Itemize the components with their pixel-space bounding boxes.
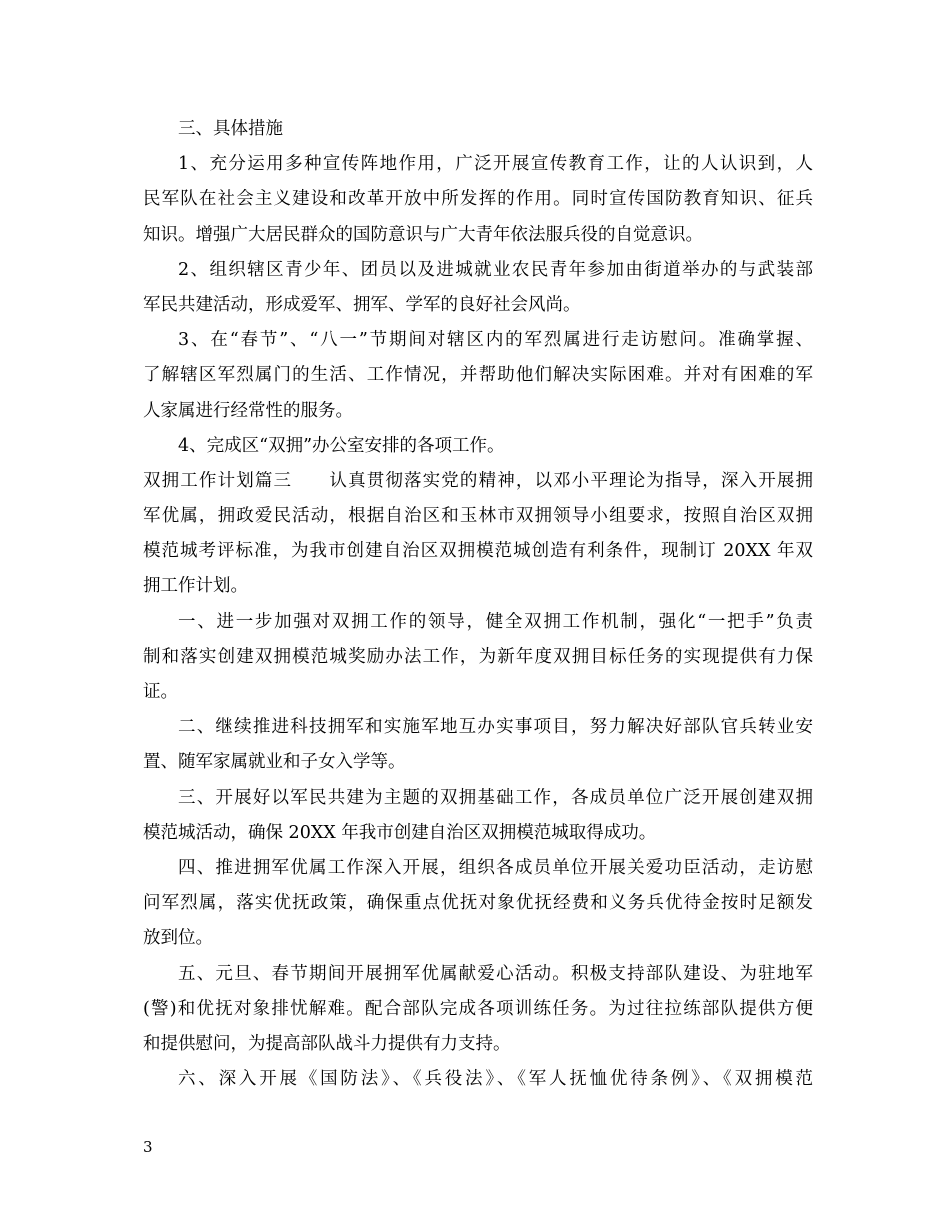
paragraph-line: 模范城考评标准，为我市创建自治区双拥模范城创造有利条件，现制订 20XX 年双 [143, 541, 813, 562]
paragraph-line: 人家属进行经常性的服务。 [143, 400, 353, 421]
paragraph-line: (警)和优抚对象排忧解难。配合部队完成各项训练任务。为过往拉练部队提供方便 [143, 998, 813, 1019]
paragraph-line: 和提供慰问，为提高部队战斗力提供有力支持。 [143, 1033, 511, 1054]
paragraph-line: 知识。增强广大居民群众的国防意识与广大青年依法服兵役的自觉意识。 [143, 224, 703, 245]
section-title-line: 双拥工作计划篇三 认真贯彻落实党的精神，以邓小平理论为指导，深入开展拥 [143, 470, 813, 491]
paragraph-line: 证。 [143, 682, 178, 702]
paragraph-line: 4、完成区“双拥”办公室安排的各项工作。 [178, 435, 505, 456]
paragraph-line: 模范城活动，确保 20XX 年我市创建自治区双拥模范城取得成功。 [143, 822, 657, 843]
paragraph-line: 了解辖区军烈属门的生活、工作情况，并帮助他们解决实际困难。并对有困难的军 [143, 365, 813, 386]
paragraph-line: 问军烈属，落实优抚政策，确保重点优抚对象优抚经费和义务兵优待金按时足额发 [143, 893, 813, 914]
section-heading: 三、具体措施 [178, 119, 283, 139]
paragraph-line: 拥工作计划。 [143, 576, 248, 597]
page-number: 3 [143, 1138, 153, 1156]
paragraph-line: 六、深入开展《国防法》、《兵役法》、《军人抚恤优待条例》、《双拥模范 [178, 1069, 813, 1090]
paragraph-line: 制和落实创建双拥模范城奖励办法工作，为新年度双拥目标任务的实现提供有力保 [143, 646, 813, 667]
paragraph-line: 二、继续推进科技拥军和实施军地互办实事项目，努力解决好部队官兵转业安 [178, 717, 813, 738]
paragraph-line: 3、在“春节”、“八一”节期间对辖区内的军烈属进行走访慰问。准确掌握、 [178, 330, 813, 351]
paragraph-line: 放到位。 [143, 928, 213, 949]
paragraph-line: 军民共建活动，形成爱军、拥军、学军的良好社会风尚。 [143, 294, 581, 315]
paragraph-line: 1、充分运用多种宣传阵地作用，广泛开展宣传教育工作，让的人认识到，人 [178, 154, 813, 175]
paragraph-line: 五、元旦、春节期间开展拥军优属献爱心活动。积极支持部队建设、为驻地军 [178, 963, 813, 984]
paragraph-line: 军优属，拥政爱民活动，根据自治区和玉林市双拥领导小组要求，按照自治区双拥 [143, 506, 813, 527]
paragraph-line: 四、推进拥军优属工作深入开展，组织各成员单位开展关爱功臣活动，走访慰 [178, 857, 813, 878]
paragraph-line: 置、随军家属就业和子女入学等。 [143, 752, 406, 773]
paragraph-line: 三、开展好以军民共建为主题的双拥基础工作，各成员单位广泛开展创建双拥 [178, 787, 813, 808]
document-body [143, 112, 813, 1097]
paragraph-line: 2、组织辖区青少年、团员以及进城就业农民青年参加由街道举办的与武装部 [178, 259, 813, 280]
paragraph-line: 一、进一步加强对双拥工作的领导，健全双拥工作机制，强化“一把手”负责 [178, 611, 813, 632]
paragraph-line: 民军队在社会主义建设和改革开放中所发挥的作用。同时宣传国防教育知识、征兵 [143, 189, 813, 210]
